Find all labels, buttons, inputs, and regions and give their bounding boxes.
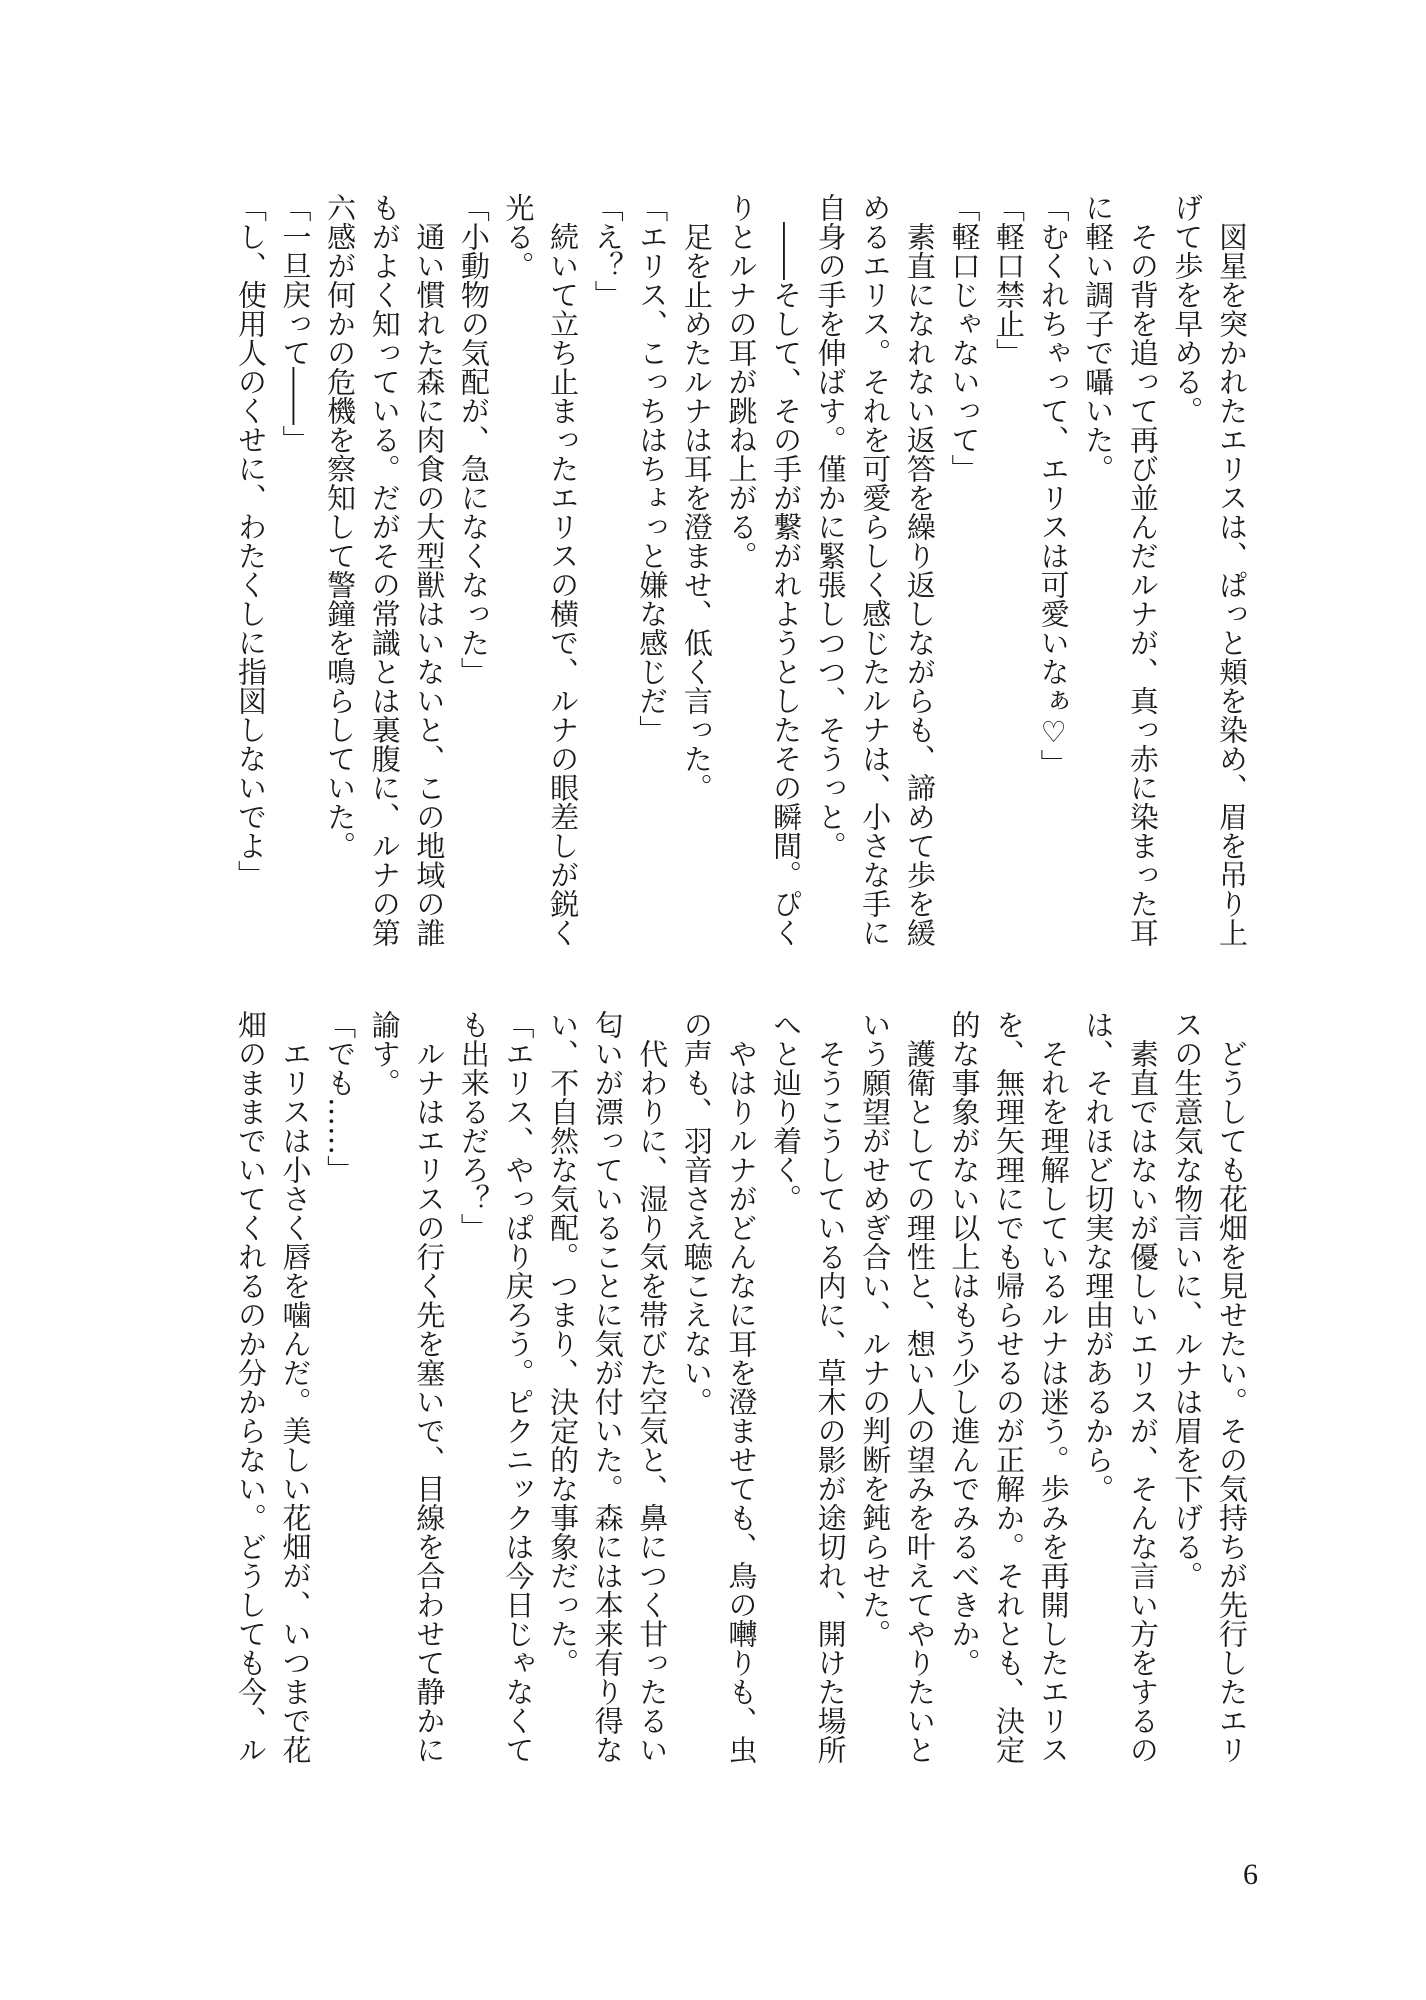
text-line: 「むくれちゃって、エリスは可愛いなぁ♡」 (1036, 193, 1071, 778)
text-line: 続いて立ち止まったエリスの横で、ルナの眼差しが鋭く (546, 193, 581, 947)
text-line: 「し、使用人のくせに、わたくしに指図しないでよ」 (233, 193, 268, 889)
text-line: それを理解しているルナは迷う。歩みを再開したエリス (1036, 1010, 1071, 1764)
text-line: の声も、羽音さえ聴こえない。 (679, 1010, 714, 1416)
text-line: どうしても花畑を見せたい。その気持ちが先行したエリ (1215, 1010, 1249, 1764)
text-line: やはりルナがどんなに耳を澄ませても、鳥の囀りも、虫 (724, 1010, 759, 1764)
text-line: もがよく知っている。だがその常識とは裏腹に、ルナの第 (367, 193, 402, 947)
text-line: を、無理矢理にでも帰らせるのが正解か。それとも、決定 (992, 1010, 1027, 1764)
text-line: いう願望がせめぎ合い、ルナの判断を鈍らせた。 (858, 1010, 893, 1648)
text-line: ――そして、その手が繋がれようとしたその瞬間。ぴく (769, 193, 804, 947)
text-line: 「小動物の気配が、急になくなった」 (456, 193, 491, 686)
lower-text-block (228, 1010, 1254, 1780)
text-line: 六感が何かの危機を察知して警鐘を鳴らしていた。 (323, 193, 358, 860)
text-line: 「エリス、こっちはちょっと嫌な感じだ」 (635, 193, 670, 744)
text-line: い、不自然な気配。つまり、決定的な事象だった。 (546, 1010, 581, 1677)
text-line: そうこうしている内に、草木の影が途切れ、開けた場所 (813, 1010, 848, 1764)
text-line: 「軽口じゃないって」 (947, 193, 982, 483)
text-line: エリスは小さく唇を噛んだ。美しい花畑が、いつまで花 (278, 1010, 313, 1764)
text-line: 光る。 (501, 193, 536, 280)
text-line: へと辿り着く。 (769, 1010, 804, 1213)
text-line: 素直ではないが優しいエリスが、そんな言い方をするの (1125, 1010, 1160, 1764)
text-line: 匂いが漂っていることに気が付いた。森には本来有り得な (590, 1010, 625, 1764)
text-line: は、それほど切実な理由があるから。 (1081, 1010, 1116, 1503)
text-line: 足を止めたルナは耳を澄ませ、低く言った。 (679, 193, 714, 802)
text-line: 「でも……」 (323, 1010, 358, 1184)
text-line: 自身の手を伸ばす。僅かに緊張しつつ、そうっと。 (813, 193, 848, 860)
text-line: ルナはエリスの行く先を塞いで、目線を合わせて静かに (412, 1010, 447, 1764)
text-line: 「軽口禁止」 (992, 193, 1027, 367)
page-number: 6 (1243, 1858, 1258, 1891)
text-line: に軽い調子で囁いた。 (1081, 193, 1116, 483)
upper-text-block (228, 193, 1254, 963)
text-line: 通い慣れた森に肉食の大型獣はいないと、この地域の誰 (412, 193, 447, 947)
text-line: 代わりに、湿り気を帯びた空気と、鼻につく甘ったるい (635, 1010, 670, 1764)
text-line: 図星を突かれたエリスは、ぱっと頬を染め、眉を吊り上 (1215, 193, 1249, 947)
text-line: その背を追って再び並んだルナが、真っ赤に染まった耳 (1125, 193, 1160, 947)
text-line: 「一旦戻って――」 (278, 193, 313, 454)
text-line: 「え？」 (590, 193, 625, 309)
text-line: 畑のままでいてくれるのか分からない。どうしても今、ル (233, 1010, 268, 1764)
text-line: スの生意気な物言いに、ルナは眉を下げる。 (1170, 1010, 1205, 1590)
text-line: 護衛としての理性と、想い人の望みを叶えてやりたいと (902, 1010, 937, 1764)
text-line: も出来るだろ？」 (456, 1010, 491, 1242)
text-line: げて歩を早める。 (1170, 193, 1205, 425)
text-line: めるエリス。それを可愛らしく感じたルナは、小さな手に (858, 193, 893, 947)
text-line: 素直になれない返答を繰り返しながらも、諦めて歩を緩 (902, 193, 937, 947)
text-line: 「エリス、やっぱり戻ろう。ピクニックは今日じゃなくて (501, 1010, 536, 1764)
text-line: 的な事象がない以上はもう少し進んでみるべきか。 (947, 1010, 982, 1677)
text-line: 諭す。 (367, 1010, 402, 1097)
text-line: りとルナの耳が跳ね上がる。 (724, 193, 759, 570)
